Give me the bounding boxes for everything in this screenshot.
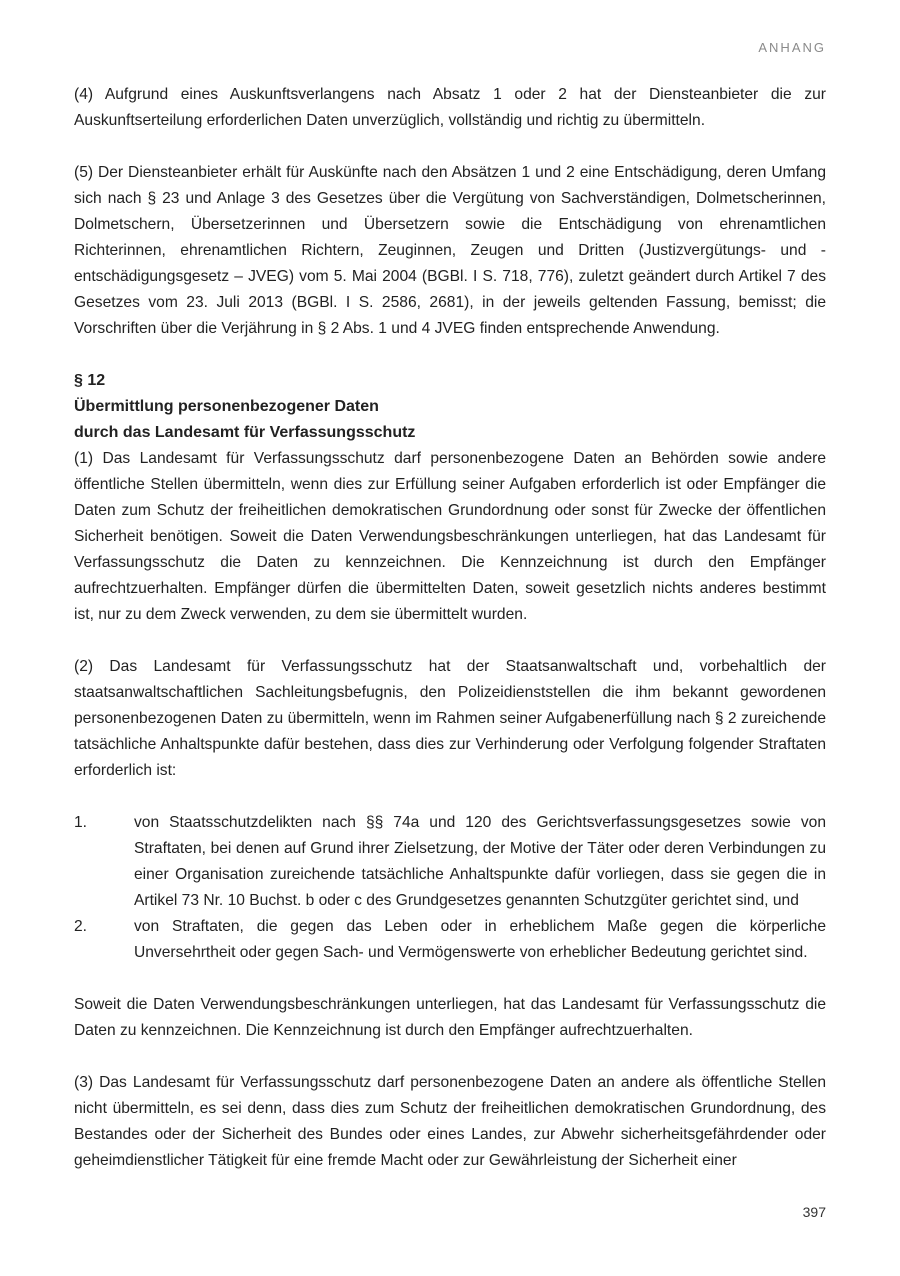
page-body <box>74 82 826 1174</box>
list-item-number: 2. <box>74 918 88 935</box>
section-paragraph-2-closing: Soweit die Daten Verwendungsbeschränkungen unterliegen, hat das Landesamt für Verfassungsschutz die Daten zu kennzeichnen. Die Kennzeichnung ist durch den Empfänger aufrechtzuerhalten. <box>74 996 826 1039</box>
spacer <box>74 628 826 654</box>
spacer <box>74 966 826 992</box>
spacer <box>74 784 826 810</box>
list-item <box>74 914 826 966</box>
running-header: ANHANG <box>758 40 826 55</box>
spacer <box>74 134 826 160</box>
offence-list <box>74 810 826 966</box>
list-item-text: von Staatsschutzdelikten nach §§ 74a und 120 des Gerichtsverfassungsgesetzes sowie von Straftaten, bei denen auf Grund ihrer Zielsetzung, der Motive der Täter oder deren Verbindungen zu einer Organisation zureichende tatsächliche Anhaltspunkte dafür vorliegen, dass sie gegen die in Artikel 73 Nr. 10 Buchst. b oder c des Grundgesetzes genannten Schutzgüter gerichtet sind, und <box>134 814 826 909</box>
list-item <box>74 810 826 914</box>
section-paragraph-3: (3) Das Landesamt für Verfassungsschutz darf personenbezogene Daten an andere als öffentliche Stellen nicht übermitteln, es sei denn, dass dies zum Schutz der freiheitlichen demokratischen Grundordnung, des Bestandes oder der Sicherheit des Bundes oder eines Landes, zur Abwehr sicherheitsgefährdender oder geheimdienstlicher Tätigkeit für eine fremde Macht oder zur Gewährleistung der Sicherheit einer <box>74 1074 826 1169</box>
section-title-line-2: durch das Landesamt für Verfassungsschutz <box>74 424 416 441</box>
spacer <box>74 1044 826 1070</box>
section-paragraph-2: (2) Das Landesamt für Verfassungsschutz hat der Staatsanwaltschaft und, vorbehaltlich der staatsanwaltschaftlichen Sachleitungsbefugnis, den Polizeidienststellen die ihm bekannt gewordenen personenbezogenen Daten zu übermitteln, wenn im Rahmen seiner Aufgabenerfüllung nach § 2 zureichende tatsächliche Anhaltspunkte dafür bestehen, dass dies zur Verhinderung oder Verfolgung folgender Straftaten erforderlich ist: <box>74 658 826 779</box>
section-heading <box>74 368 826 446</box>
section-title-line-1: Übermittlung personenbezogener Daten <box>74 398 379 415</box>
paragraph-4: (4) Aufgrund eines Auskunftsverlangens nach Absatz 1 oder 2 hat der Diensteanbieter die zur Auskunftserteilung erforderlichen Daten unverzüglich, vollständig und richtig zu übermitteln. <box>74 86 826 129</box>
list-item-text: von Straftaten, die gegen das Leben oder in erheblichem Maße gegen die körperliche Unversehrtheit oder gegen Sach- und Vermögenswerte von erheblicher Bedeutung gerichtet sind. <box>134 918 826 961</box>
paragraph-5: (5) Der Diensteanbieter erhält für Auskünfte nach den Absätzen 1 und 2 eine Entschädigung, deren Umfang sich nach § 23 und Anlage 3 des Gesetzes über die Vergütung von Sachverständigen, Dolmetscherinnen, Dolmetschern, Übersetzerinnen und Übersetzern sowie die Entschädigung von ehrenamtlichen Richterinnen, ehrenamtlichen Richtern, Zeuginnen, Zeugen und Dritten (Justizvergütungs- und -entschädigungsgesetz – JVEG) vom 5. Mai 2004 (BGBl. I S. 718, 776), zuletzt geändert durch Artikel 7 des Gesetzes vom 23. Juli 2013 (BGBl. I S. 2586, 2681), in der jeweils geltenden Fassung, bemisst; die Vorschriften über die Verjährung in § 2 Abs. 1 und 4 JVEG finden entsprechende Anwendung. <box>74 164 826 337</box>
spacer <box>74 342 826 368</box>
page-number: 397 <box>802 1204 826 1220</box>
section-number: § 12 <box>74 372 106 389</box>
list-item-number: 1. <box>74 814 88 831</box>
section-paragraph-1: (1) Das Landesamt für Verfassungsschutz darf personenbezogene Daten an Behörden sowie andere öffentliche Stellen übermitteln, wenn dies zur Erfüllung seiner Aufgaben erforderlich ist oder Empfänger die Daten zum Schutz der freiheitlichen demokratischen Grundordnung oder sonst für Zwecke der öffentlichen Sicherheit benötigen. Soweit die Daten Verwendungsbeschränkungen unterliegen, hat das Landesamt für Verfassungsschutz die Daten zu kennzeichnen. Die Kennzeichnung ist durch den Empfänger aufrechtzuerhalten. Empfänger dürfen die übermittelten Daten, soweit gesetzlich nichts anderes bestimmt ist, nur zu dem Zweck verwenden, zu dem sie übermittelt wurden. <box>74 450 826 623</box>
